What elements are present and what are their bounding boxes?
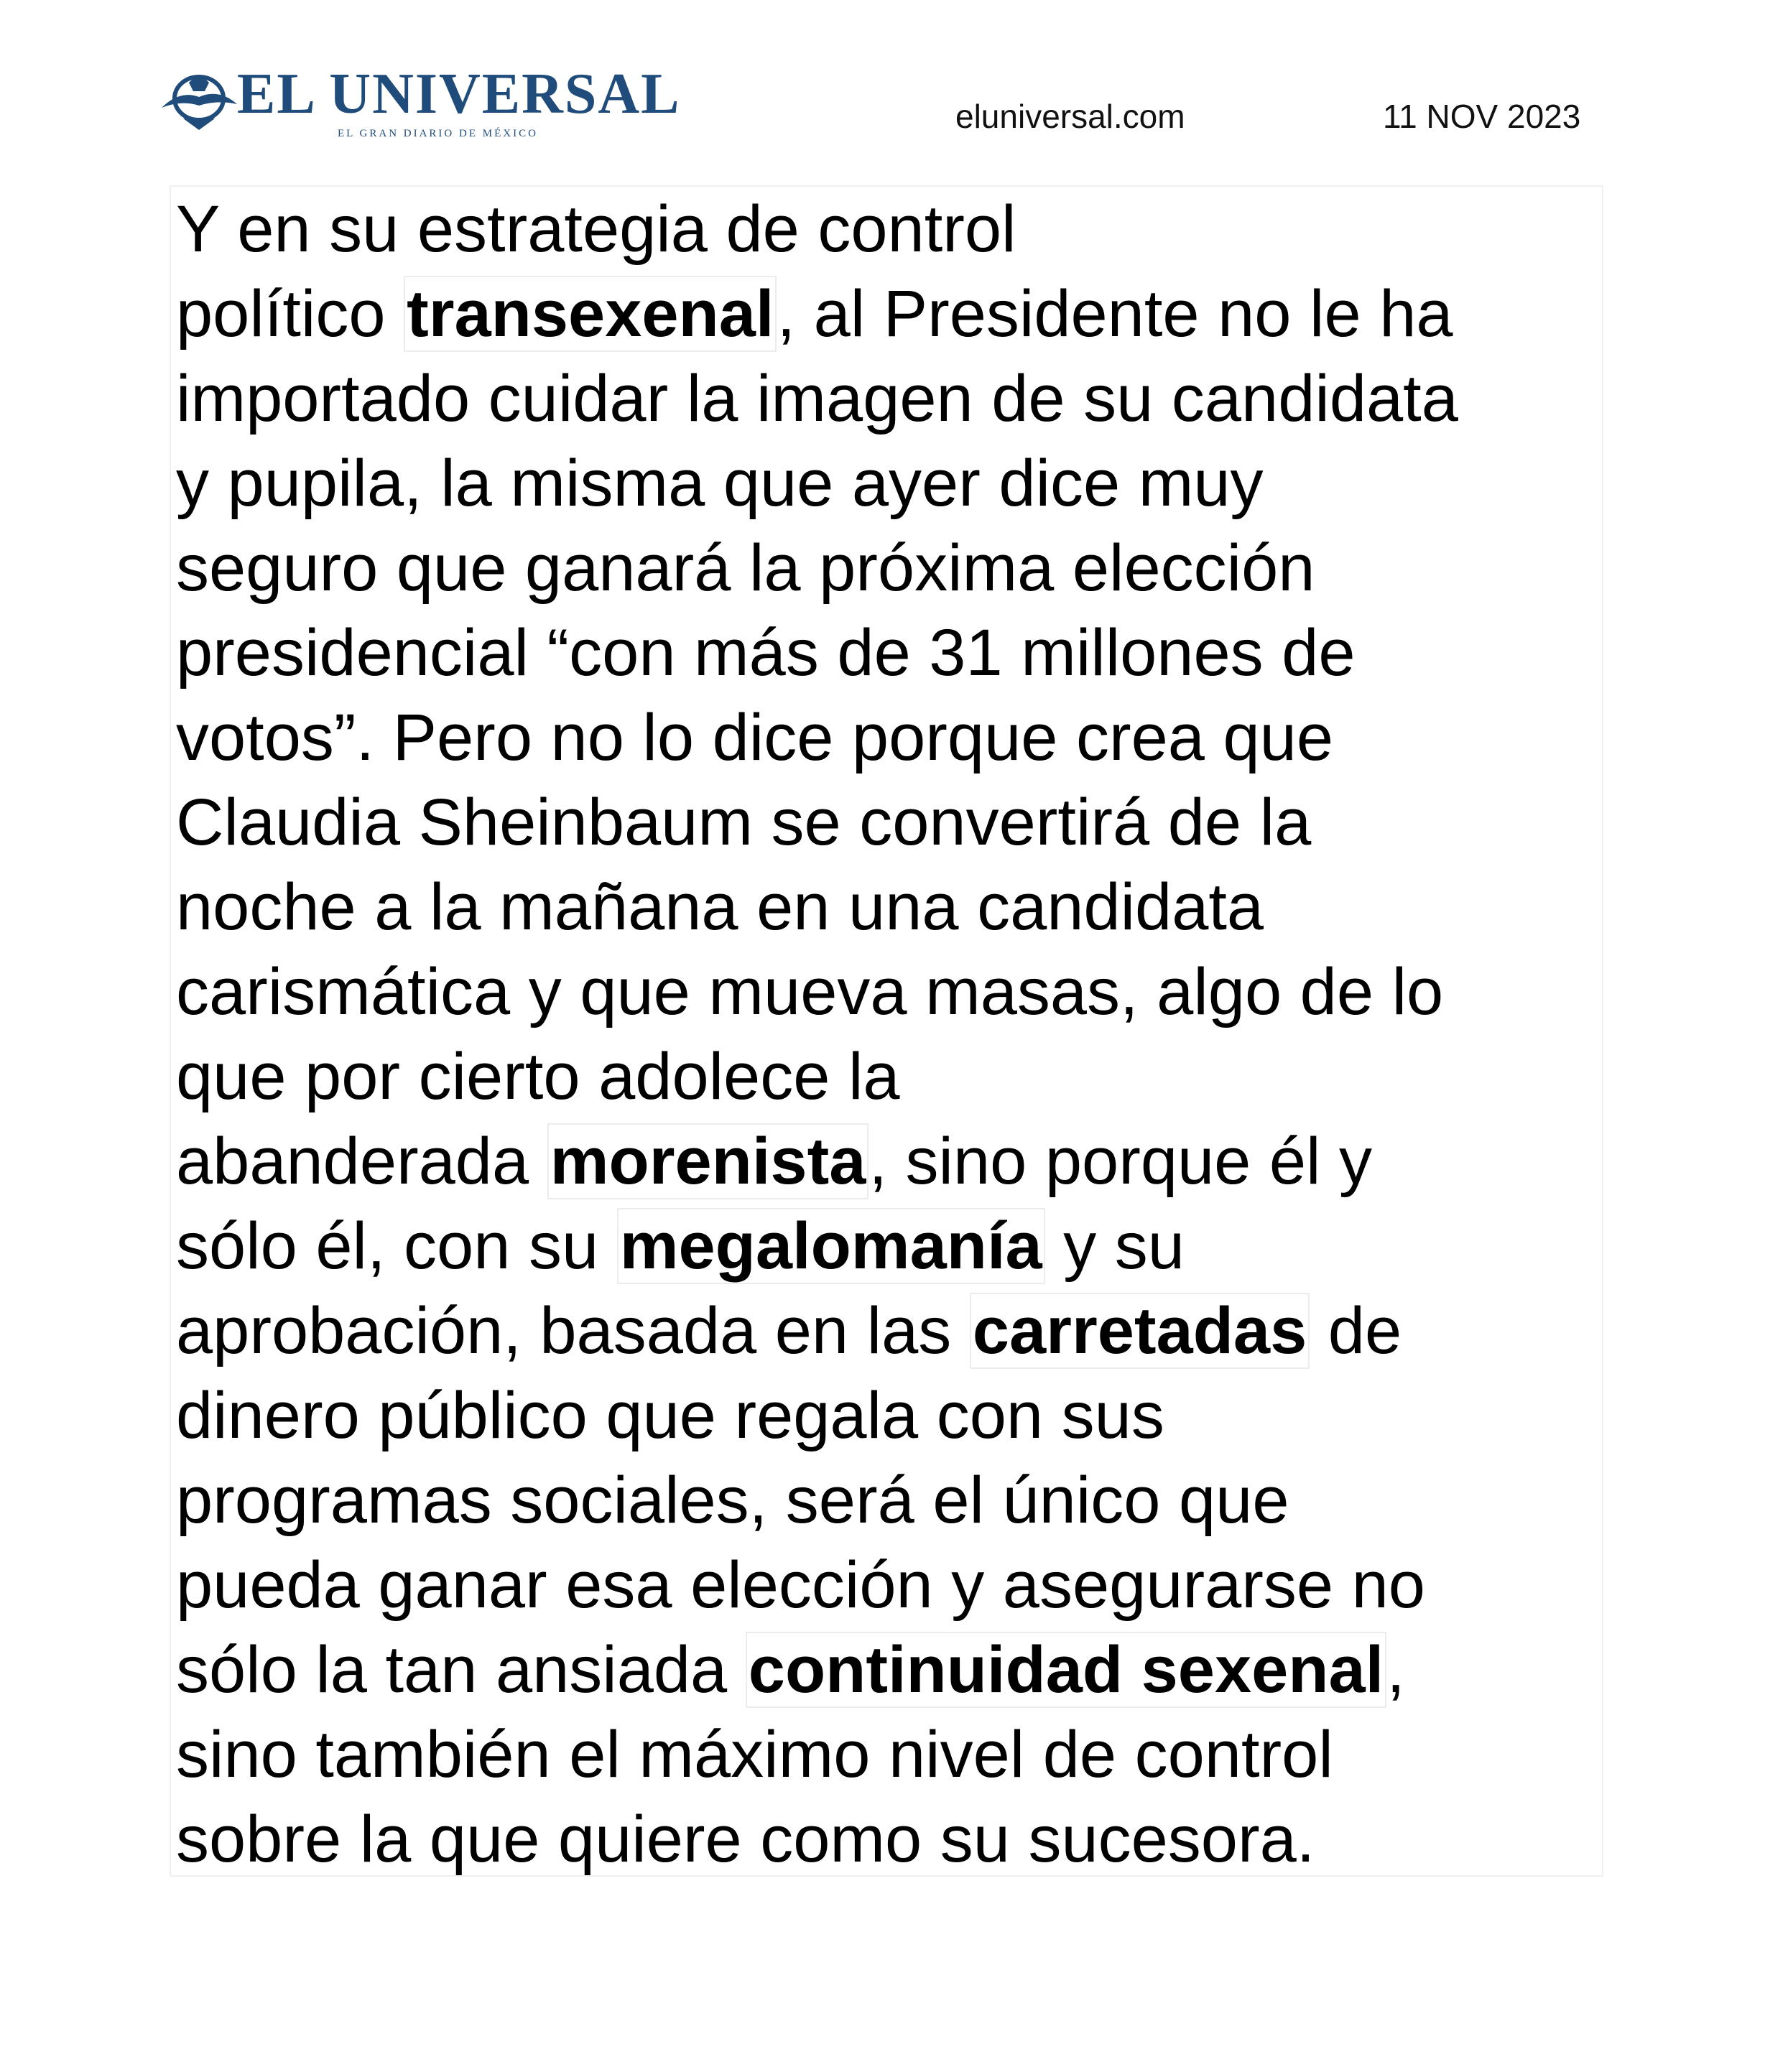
article-body [176,187,1602,1882]
highlighted-term: carretadas [970,1293,1310,1369]
text-line [176,1627,1602,1712]
text-line [176,1119,1602,1204]
text-segment: sólo él, con su [176,1209,617,1283]
text-line: programas sociales, será el único que [176,1464,1289,1537]
text-segment: político [176,277,404,350]
text-line: sobre la que quiere como su sucesora. [176,1803,1315,1876]
text-line: Claudia Sheinbaum se convertirá de la [176,786,1312,859]
text-line [176,271,1602,356]
highlighted-term: megalomanía [617,1208,1045,1284]
highlighted-term: transexenal [404,276,777,352]
text-line: seguro que ganará la próxima elección [176,531,1315,605]
text-line [176,1288,1602,1373]
newspaper-masthead [154,62,715,147]
logo-wordmark: EL UNIVERSAL [237,62,681,126]
highlighted-term: morenista [547,1123,869,1199]
text-segment: abanderada [176,1125,547,1198]
text-line: presidencial “con más de 31 millones de [176,616,1356,689]
text-line: dinero público que regala con sus [176,1379,1164,1452]
highlighted-term: continuidad sexenal [746,1632,1386,1708]
text-line: pueda ganar esa elección y asegurarse no [176,1548,1425,1622]
text-segment: , [1386,1633,1405,1706]
text-line: y pupila, la misma que ayer dice muy [176,447,1264,520]
text-line: que por cierto adolece la [176,1040,900,1113]
text-segment: y su [1044,1209,1185,1283]
text-segment: de [1310,1294,1402,1367]
text-segment: aprobación, basada en las [176,1294,970,1367]
site-url: eluniversal.com [955,98,1185,135]
text-segment: sólo la tan ansiada [176,1633,746,1706]
text-line: sino también el máximo nivel de control [176,1718,1333,1791]
text-line: Y en su estrategia de control [176,192,1016,266]
text-line: votos”. Pero no lo dice porque crea que [176,701,1333,774]
text-line [176,1204,1602,1288]
text-segment: , al Presidente no le ha [777,277,1453,350]
text-line: noche a la mañana en una candidata [176,870,1264,944]
text-segment: , sino porque él y [868,1125,1373,1198]
eagle-emblem-icon [154,68,241,133]
logo-tagline: EL GRAN DIARIO DE MÉXICO [338,128,538,139]
text-line: importado cuidar la imagen de su candidata [176,362,1458,435]
text-line: carismática y que mueva masas, algo de lo [176,955,1444,1028]
publication-date: 11 NOV 2023 [1383,98,1581,135]
